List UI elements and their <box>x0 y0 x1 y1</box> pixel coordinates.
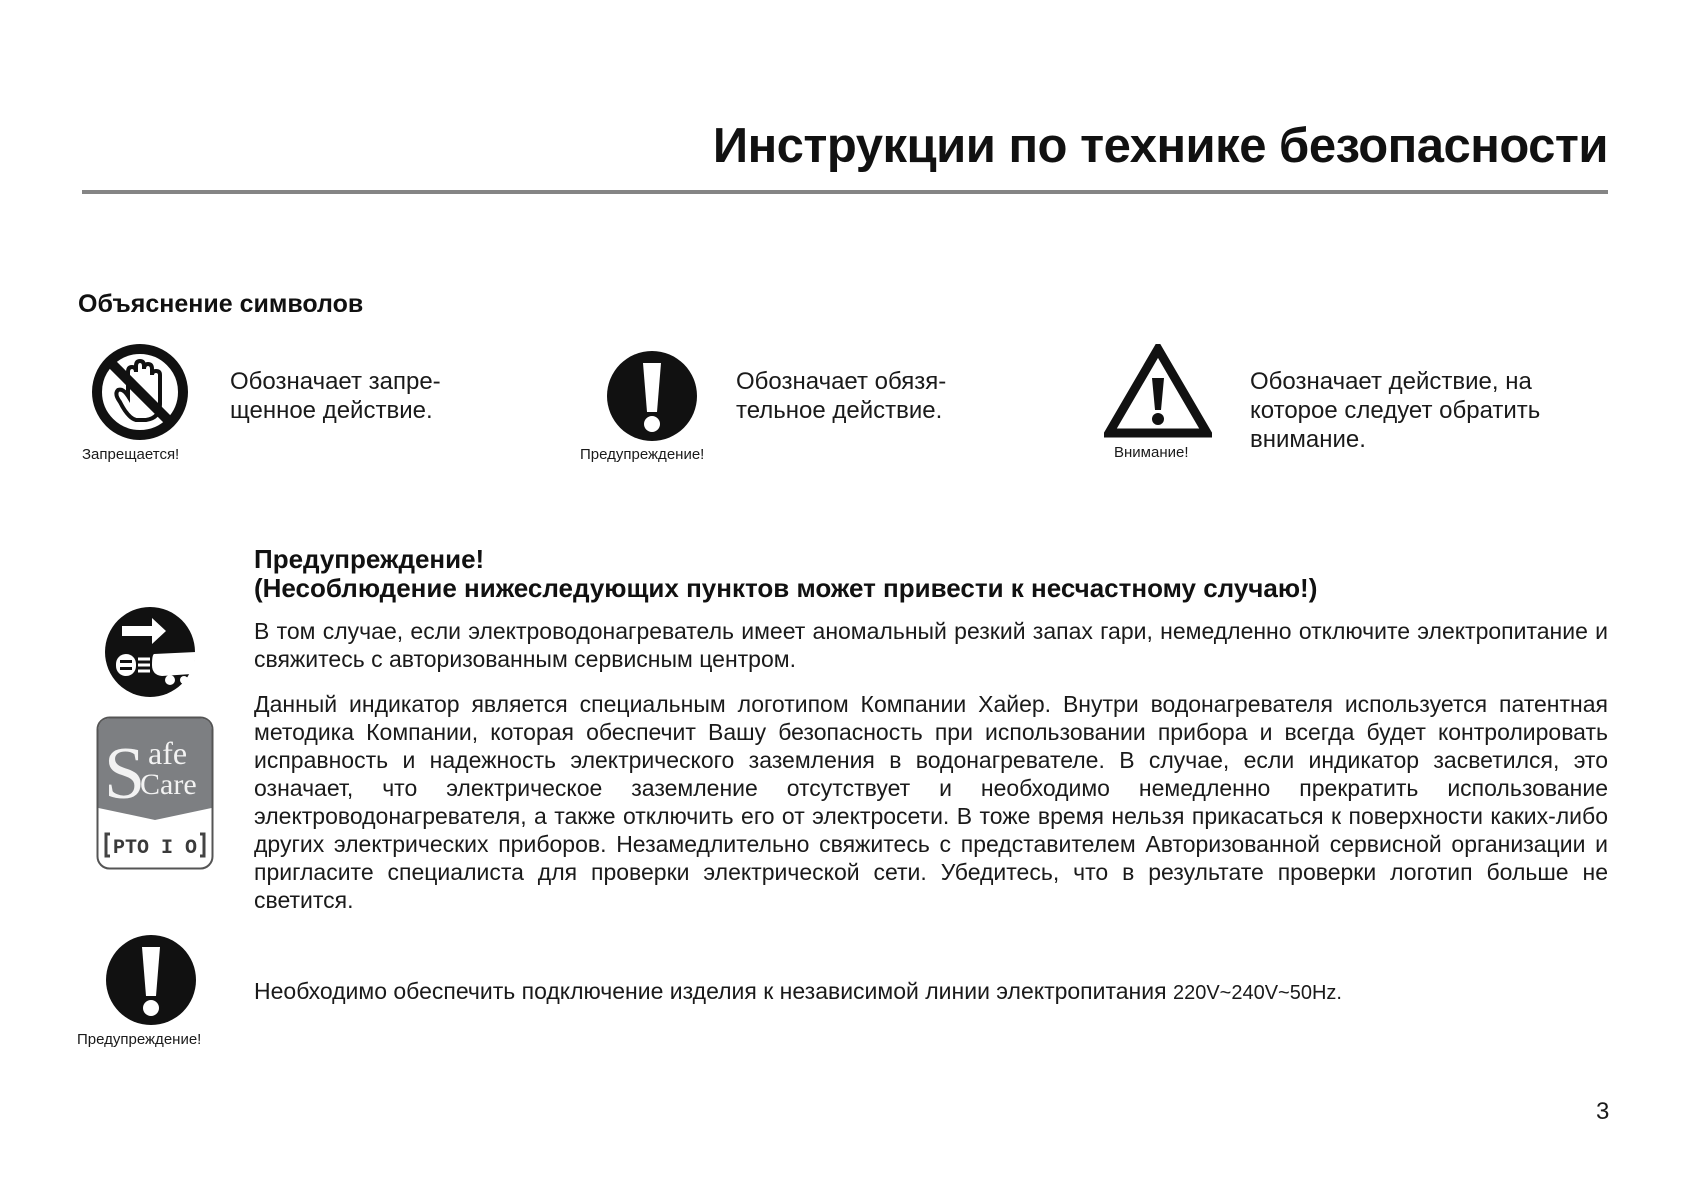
power-spec: 220V~240V~50Hz. <box>1172 982 1342 1004</box>
power-note-text: Необходимо обеспечить подключение изделия к независимой линии электропитания <box>254 978 1173 1004</box>
prohibited-description <box>230 367 441 425</box>
safe-care-paragraph: Данный индикатор является специальным логотипом Компании Хайер. Внутри водонагревателя используется патентная методика Компании, которая обеспечит Вашу безопасность при использовании прибора и всегда будет контролировать исправность и надежность электрического заземления в водонагревателе. В случае, если индикатор засветился, это означает, что электрическое заземление отсутствует и необходимо немедленно прекратить использование электроводонагревателя, а также отключить его от электросети. В тоже время нельзя прикасаться к поверхности каких-либо других электрических приборов. Незамедлительно свяжитесь с представителем Авторизованной сервисной организации и пригласите специалиста для проверки электрической сети. Убедитесь, что в результате проверки логотип больше не светится. <box>254 691 1608 913</box>
attention-description-line1: Обозначает действие, на <box>1250 368 1532 395</box>
power-note <box>254 978 1342 1005</box>
svg-text:S: S <box>104 733 146 815</box>
svg-text:PTO I O: PTO I O <box>112 837 198 860</box>
warning-triangle-icon <box>1104 344 1212 438</box>
title-divider <box>82 190 1608 194</box>
unplug-icon <box>104 604 200 700</box>
prohibited-hand-icon <box>90 342 190 442</box>
safe-care-logo <box>96 716 214 870</box>
power-note-caption: Предупреждение! <box>77 1031 202 1048</box>
exclamation-circle-icon <box>105 934 197 1026</box>
prohibited-description-line2: щенное действие. <box>230 397 433 424</box>
mandatory-description-line1: Обозначает обязя- <box>736 368 947 395</box>
warning-heading-line1: Предупреждение! <box>254 544 485 574</box>
burning-smell-paragraph: В том случае, если электроводонагреватель имеет аномальный резкий запах гари, немедленно отключите электропитание и свяжитесь с авторизованным сервисным центром. <box>254 618 1608 672</box>
mandatory-description-line2: тельное действие. <box>736 397 943 424</box>
attention-description-line2: которое следует обратить <box>1250 397 1541 424</box>
svg-text:afe: afe <box>148 735 188 771</box>
page-number: 3 <box>1596 1098 1610 1125</box>
attention-caption: Внимание! <box>1114 444 1189 461</box>
svg-text:Care: Care <box>140 768 197 801</box>
prohibited-caption: Запрещается! <box>82 446 180 463</box>
mandatory-caption: Предупреждение! <box>580 446 705 463</box>
mandatory-description <box>736 367 946 425</box>
symbols-heading: Объяснение символов <box>78 290 364 318</box>
attention-description-line3: внимание. <box>1250 426 1366 453</box>
warning-heading-line2: (Несоблюдение нижеследующих пунктов может привести к несчастному случаю!) <box>254 573 1318 603</box>
prohibited-description-line1: Обозначает запре- <box>230 368 441 395</box>
attention-description <box>1250 367 1540 454</box>
exclamation-circle-icon <box>606 350 698 442</box>
warning-heading <box>254 545 1317 603</box>
page-title: Инструкции по технике безопасности <box>712 119 1608 173</box>
